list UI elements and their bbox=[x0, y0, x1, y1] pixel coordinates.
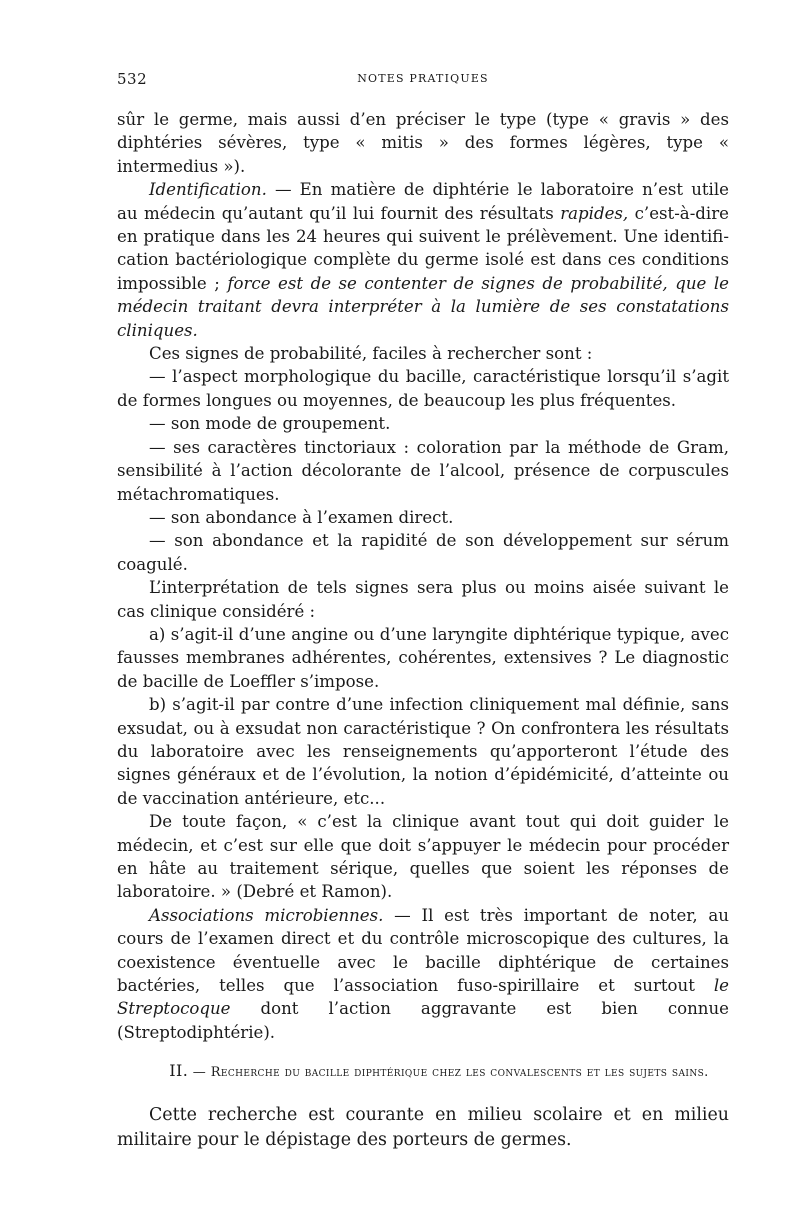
body-text bbox=[117, 108, 729, 1044]
paragraph-closing: Cette recherche est courante en milieu scolaire et en milieu militaire pour le dépistage des porteurs de germes. bbox=[117, 1105, 729, 1151]
identification-emphasis: force est de se contenter de signes de probabilité, que le médecin traitant devra interpréter à la lumière de ses constatations cliniques. bbox=[117, 273, 729, 340]
paragraph-case-a: a) s’agit-il d’une angine ou d’une laryngite diphtérique typique, avec fausses membranes adhérentes, cohérentes, extensives ? Le diagnostic de bacille de Loeffler s’impose. bbox=[117, 624, 729, 691]
paragraph-signs-intro: Ces signes de probabilité, faciles à rechercher sont : bbox=[149, 344, 593, 364]
list-item-staining: — ses caractères tinctoriaux : coloration par la méthode de Gram, sensibilité à l’action décolorante de l’alcool, présence de corpuscules métachromatiques. bbox=[117, 437, 729, 504]
list-item-morphology: — l’aspect morphologique du bacille, caractéristique lorsqu’il s’agit de formes longues ou moyennes, de beaucoup les plus fréquentes. bbox=[117, 367, 729, 410]
paragraph-associations bbox=[117, 904, 729, 1044]
list-item-grouping: — son mode de groupement. bbox=[149, 414, 391, 434]
closing-text bbox=[117, 1103, 729, 1153]
paragraph-continuation: sûr le germe, mais aussi d’en préciser le type (type « gravis » des diphtéries sévères, type « mitis » des formes légères, type « intermedius »). bbox=[117, 110, 729, 176]
paragraph-quote: De toute façon, « c’est la clinique avant tout qui doit guider le médecin, et c’est sur elle que doit s’appuyer le médecin pour procéder en hâte au traitement sérique, quelles que soient les réponses de laboratoire. » (Debré et Ramon). bbox=[117, 812, 729, 902]
page-number: 532 bbox=[117, 70, 148, 88]
paragraph-interpretation: L’interprétation de tels signes sera plus ou moins aisée suivant le cas clinique considéré : bbox=[117, 578, 729, 621]
section-number: II. bbox=[169, 1061, 189, 1081]
running-title: NOTES PRATIQUES bbox=[357, 72, 489, 85]
running-head bbox=[117, 70, 729, 94]
identification-rapides: rapides, bbox=[560, 203, 629, 223]
associations-text: — Il est très important de noter, au cours de l’examen direct et du contrôle microscopique des cultures, la coexistence éventuelle avec le bacille diphtérique de certaines bactéries, telles que l’association fuso-spirillaire et surtout bbox=[117, 905, 729, 996]
list-item-abundance-serum: — son abondance et la rapidité de son développement sur sérum coagulé. bbox=[117, 531, 729, 574]
associations-heading: Associations microbiennes. bbox=[149, 905, 384, 925]
list-item-abundance-direct: — son abondance à l’examen direct. bbox=[149, 507, 454, 527]
document-page bbox=[117, 70, 729, 1153]
identification-text-2: c’est-à-dire en pratique dans les 24 heures qui suivent le prélèvement. Une identification bactériologique complète du germe isolé est dans ces conditions impossible ; bbox=[117, 203, 729, 293]
associations-streptocoque: le Streptocoque bbox=[117, 976, 729, 1019]
paragraph-case-b: b) s’agit-il par contre d’une infection cliniquement mal définie, sans exsudat, ou à exsudat non caractéristique ? On confrontera les résultats du laboratoire avec les renseignements qu’apporteront l’étude des signes généraux et de l’évolution, la notion d’épidémicité, d’atteinte ou de vaccination antérieure, etc... bbox=[117, 695, 729, 808]
associations-text-2: dont l’action aggravante est bien connue (Streptodiphtérie). bbox=[117, 999, 729, 1042]
paragraph-identification bbox=[117, 178, 729, 342]
identification-heading: Identification. bbox=[149, 180, 267, 200]
section-heading bbox=[117, 1060, 729, 1083]
section-title: — Recherche du bacille diphtérique chez les convalescents et les sujets sains. bbox=[192, 1065, 709, 1081]
identification-text: — En matière de diphtérie le laboratoire n’est utile au médecin qu’autant qu’il lui fournit des résultats bbox=[117, 180, 729, 223]
